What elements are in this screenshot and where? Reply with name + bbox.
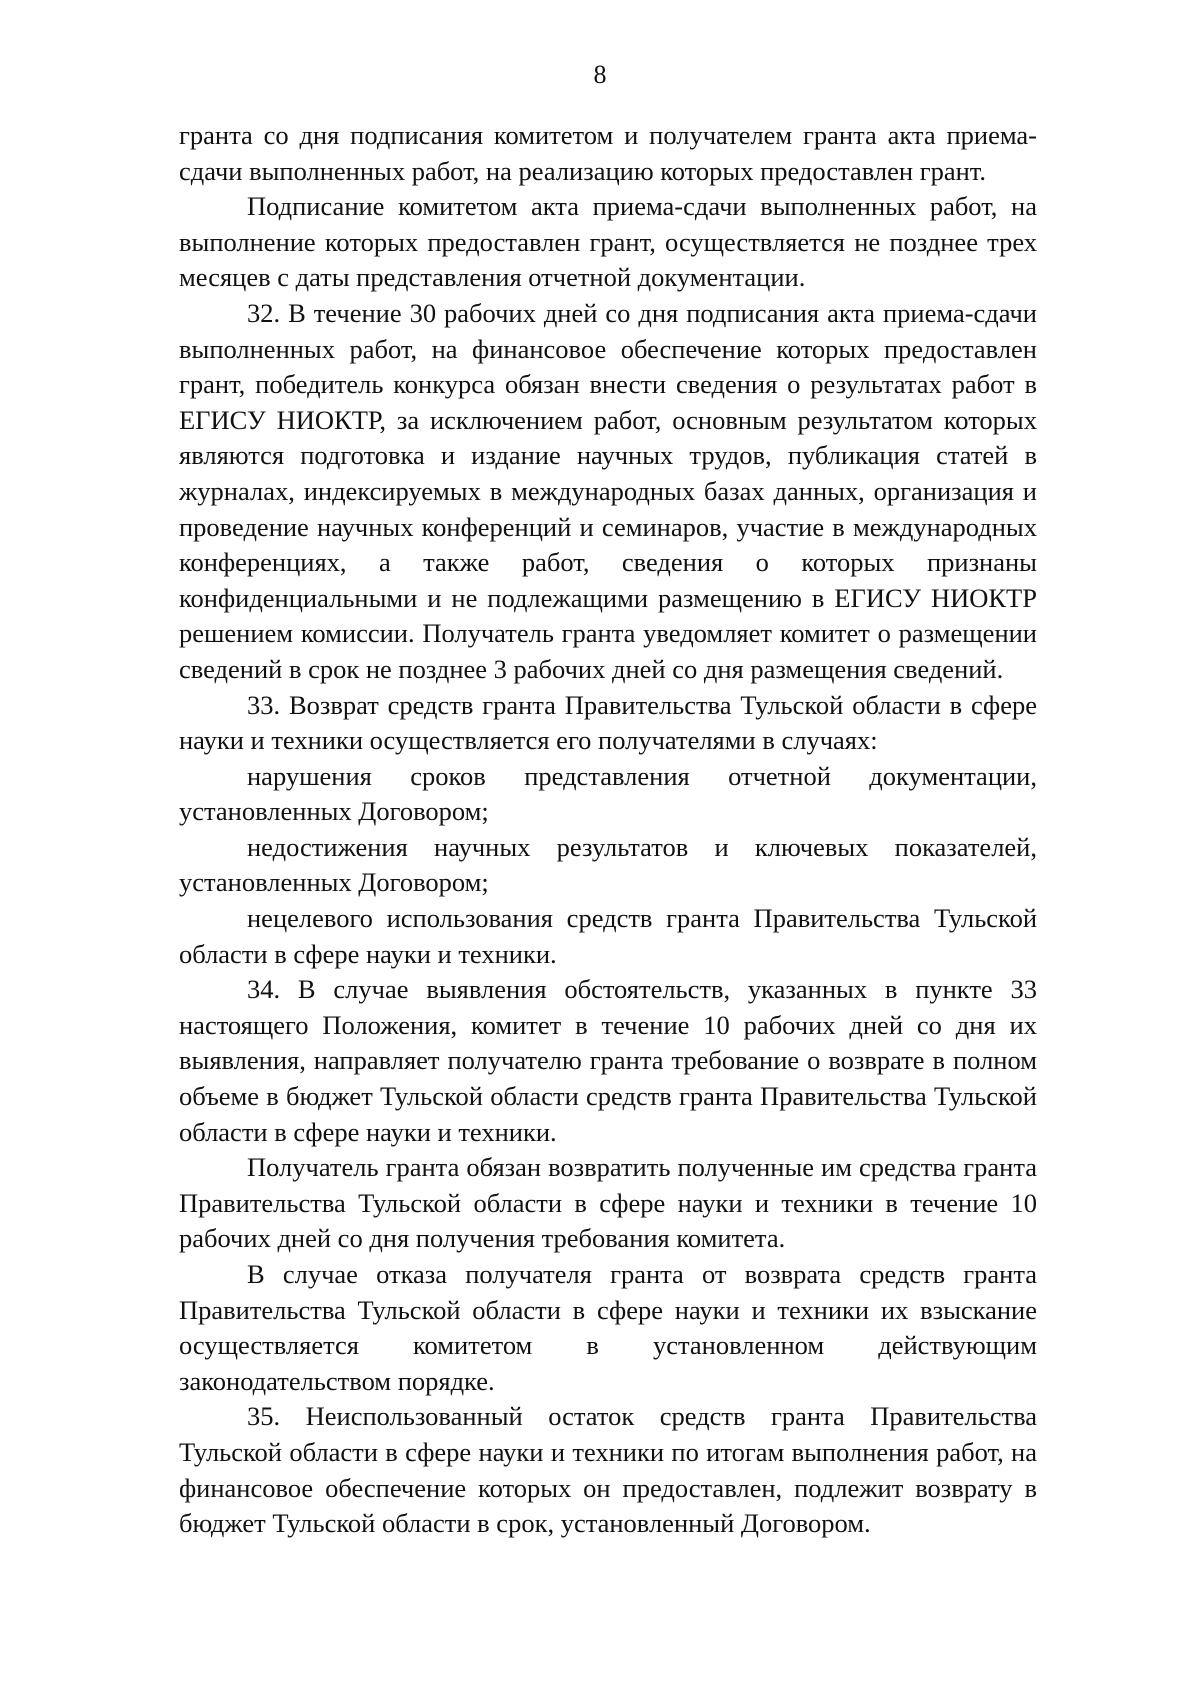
list-item: нецелевого использования средств гранта Правительства Тульской области в сфере науки и техники. xyxy=(179,903,1037,969)
paragraph-clause-32: 32. В течение 30 рабочих дней со дня подписания акта приема-сдачи выполненных работ, на финансовое обеспечение которых предоставлен грант, победитель конкурса обязан внести сведения о результатах работ в ЕГИСУ НИОКТР, за исключением работ, основным результатом которых являются подготовка и издание научных трудов, публикация статей в журналах, индексируемых в международных базах данных, организация и проведение научных конференций и семинаров, участие в международных конференциях, а также работ, сведения о которых признаны конфиденциальными и не подлежащими размещению в ЕГИСУ НИОКТР решением комиссии. Получатель гранта уведомляет комитет о размещении сведений в срок не позднее 3 рабочих дней со дня размещения сведений. xyxy=(179,297,1037,684)
paragraph: Подписание комитетом акта приема-сдачи выполненных работ, на выполнение которых предоставлен грант, осуществляется не позднее трех месяцев с даты представления отчетной документации. xyxy=(179,191,1037,293)
document-body xyxy=(179,118,1037,1542)
paragraph-clause-34: 34. В случае выявления обстоятельств, указанных в пункте 33 настоящего Положения, комитет в течение 10 рабочих дней со дня их выявления, направляет получателю гранта требование о возврате в полном объеме в бюджет Тульской области средств гранта Правительства Тульской области в сфере науки и техники. xyxy=(179,974,1037,1147)
list-item: недостижения научных результатов и ключевых показателей, установленных Договором; xyxy=(179,831,1037,898)
paragraph: гранта со дня подписания комитетом и получателем гранта акта приема-сдачи выполненных работ, на реализацию которых предоставлен грант. xyxy=(179,120,1037,186)
paragraph-clause-35: 35. Неиспользованный остаток средств гранта Правительства Тульской области в сфере науки и техники по итогам выполнения работ, на финансовое обеспечение которых он предоставлен, подлежит возврату в бюджет Тульской области в срок, установленный Договором. xyxy=(179,1401,1037,1539)
list-item: нарушения сроков представления отчетной документации, установленных Договором; xyxy=(179,760,1037,827)
paragraph-clause-33: 33. Возврат средств гранта Правительства Тульской области в сфере науки и техники осуществляется его получателями в случаях: xyxy=(179,689,1037,756)
paragraph: В случае отказа получателя гранта от возврата средств гранта Правительства Тульской области в сфере науки и техники их взыскание осуществляется комитетом в установленном действующим законодательством порядке. xyxy=(179,1259,1037,1396)
page-number: 8 xyxy=(593,60,607,89)
paragraph: Получатель гранта обязан возвратить полученные им средства гранта Правительства Тульской области в сфере науки и техники в течение 10 рабочих дней со дня получения требования комитета. xyxy=(179,1152,1037,1254)
